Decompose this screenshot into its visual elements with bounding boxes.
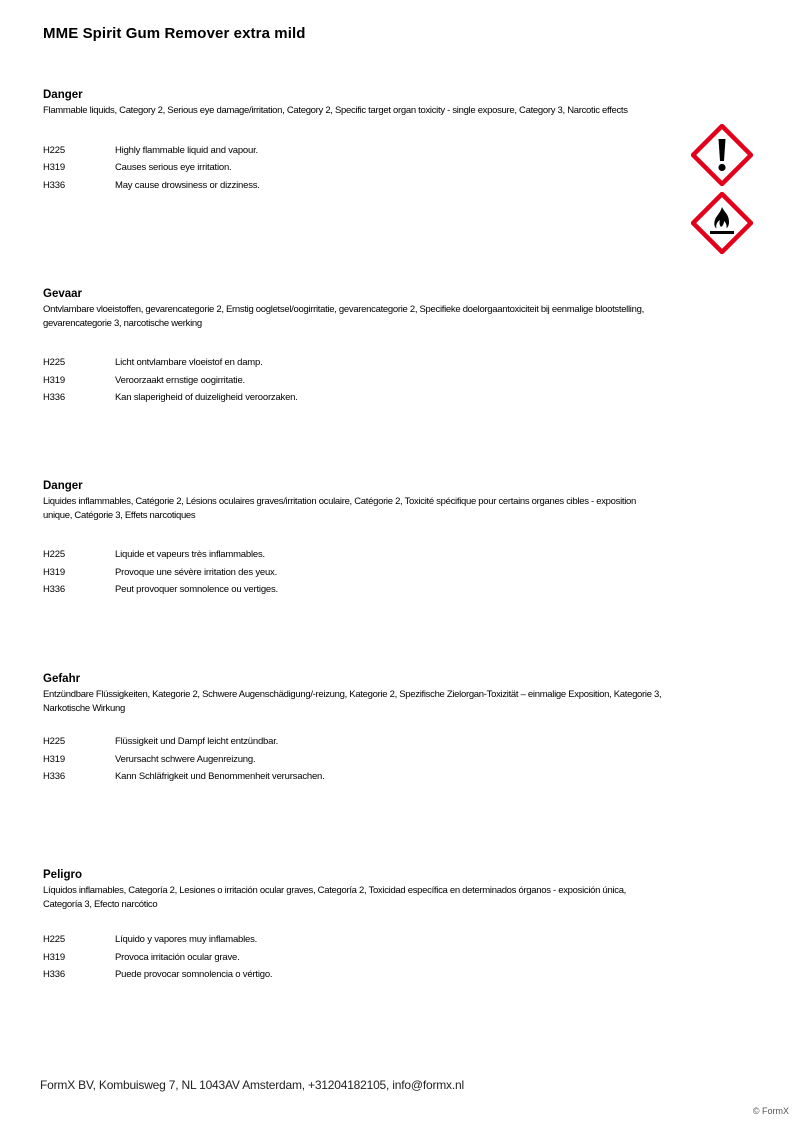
ghs-pictograms bbox=[691, 124, 755, 260]
h-text: Peut provoquer somnolence ou vertiges. bbox=[115, 584, 278, 595]
h-text: May cause drowsiness or dizziness. bbox=[115, 179, 260, 191]
h-code: H336 bbox=[43, 969, 65, 980]
h-code: H336 bbox=[43, 771, 65, 782]
signal-word: Gevaar bbox=[43, 288, 83, 300]
classification-text: Liquides inflammables, Catégorie 2, Lésions oculaires graves/irritation oculaire, Catégorie 2, Toxicité spécifique pour certains organes cibles - exposition unique, Catégorie 3, Effets narcotiques bbox=[43, 496, 637, 521]
hazard-statement-row bbox=[43, 159, 663, 177]
hazard-statement-row bbox=[43, 177, 663, 195]
footer-address: FormX BV, Kombuisweg 7, NL 1043AV Amsterdam, +31204182105, info@formx.nl bbox=[40, 1078, 464, 1092]
h-code: H319 bbox=[43, 566, 65, 578]
h-text: Causes serious eye irritation. bbox=[115, 162, 232, 173]
h-text: Licht ontvlambare vloeistof en damp. bbox=[115, 357, 263, 368]
hazard-statement-row bbox=[43, 733, 663, 751]
h-text: Provoque une sévère irritation des yeux. bbox=[115, 566, 278, 578]
signal-word: Gefahr bbox=[43, 673, 81, 685]
classification-text: Ontvlambare vloeistoffen, gevarencategorie 2, Ernstig oogletsel/oogirritatie, gevarencategorie 2, Specifieke doelorgaantoxiciteit bij eenmalige blootstelling, gevarencategorie 3, narcotische werking bbox=[43, 304, 644, 329]
h-code: H225 bbox=[43, 357, 65, 368]
h-code: H319 bbox=[43, 162, 65, 173]
h-code: H225 bbox=[43, 549, 65, 560]
hazard-section-nl bbox=[43, 287, 663, 407]
classification-text: Entzündbare Flüssigkeiten, Kategorie 2, Schwere Augenschädigung/-reizung, Kategorie 2, Spezifische Zielorgan-Toxizität – einmalige Exposition, Kategorie 3, Narkotische Wirkung bbox=[43, 689, 662, 714]
h-text: Provoca irritación ocular grave. bbox=[115, 951, 240, 963]
h-code: H225 bbox=[43, 736, 65, 747]
hazard-statement-row bbox=[43, 768, 663, 786]
h-text: Flüssigkeit und Dampf leicht entzündbar. bbox=[115, 736, 279, 747]
hazard-section-de bbox=[43, 672, 663, 786]
hazard-statement-row bbox=[43, 372, 663, 390]
exclamation-mark-hazard-icon bbox=[691, 124, 753, 186]
copyright-notice: © FormX bbox=[752, 1106, 789, 1116]
hazard-statement-row bbox=[43, 354, 663, 372]
hazard-section-es bbox=[43, 868, 663, 984]
hazard-statement-row bbox=[43, 564, 663, 582]
h-text: Verursacht schwere Augenreizung. bbox=[115, 753, 256, 765]
h-code: H336 bbox=[43, 392, 65, 403]
signal-word: Danger bbox=[43, 89, 83, 101]
hazard-section-fr bbox=[43, 479, 663, 599]
h-code: H336 bbox=[43, 179, 65, 191]
hazard-statement-row bbox=[43, 142, 663, 160]
hazard-statement-row bbox=[43, 931, 663, 949]
h-text: Veroorzaakt ernstige oogirritatie. bbox=[115, 374, 245, 386]
hazard-statements bbox=[43, 931, 663, 984]
classification-text: Flammable liquids, Category 2, Serious eye damage/irritation, Category 2, Specific target organ toxicity - single exposure, Category 3, Narcotic effects bbox=[43, 105, 628, 116]
classification-text: Líquidos inflamables, Categoría 2, Lesiones o irritación ocular graves, Categoría 2, Toxicidad específica en determinados órganos - exposición única, Categoría 3, Efecto narcótico bbox=[43, 885, 627, 910]
hazard-statements bbox=[43, 546, 663, 599]
h-code: H319 bbox=[43, 753, 65, 765]
h-text: Líquido y vapores muy inflamables. bbox=[115, 934, 258, 945]
h-code: H336 bbox=[43, 584, 65, 595]
hazard-statement-row bbox=[43, 949, 663, 967]
hazard-statement-row bbox=[43, 546, 663, 564]
signal-word: Peligro bbox=[43, 869, 82, 881]
signal-word: Danger bbox=[43, 480, 83, 492]
h-code: H319 bbox=[43, 374, 65, 386]
h-text: Liquide et vapeurs très inflammables. bbox=[115, 549, 265, 560]
hazard-statements bbox=[43, 733, 663, 786]
h-text: Kann Schläfrigkeit und Benommenheit verursachen. bbox=[115, 771, 325, 782]
h-text: Puede provocar somnolencia o vértigo. bbox=[115, 969, 273, 980]
hazard-statements bbox=[43, 142, 663, 195]
flame-hazard-icon bbox=[691, 192, 753, 254]
hazard-statement-row bbox=[43, 581, 663, 599]
h-text: Kan slaperigheid of duizeligheid veroorzaken. bbox=[115, 392, 298, 403]
hazard-statements bbox=[43, 354, 663, 407]
h-code: H225 bbox=[43, 144, 65, 156]
hazard-statement-row bbox=[43, 751, 663, 769]
h-text: Highly flammable liquid and vapour. bbox=[115, 144, 258, 156]
h-code: H319 bbox=[43, 951, 65, 963]
h-code: H225 bbox=[43, 934, 65, 945]
hazard-statement-row bbox=[43, 966, 663, 984]
hazard-statement-row bbox=[43, 389, 663, 407]
page-title: MME Spirit Gum Remover extra mild bbox=[43, 25, 306, 42]
hazard-section-en bbox=[43, 88, 663, 194]
